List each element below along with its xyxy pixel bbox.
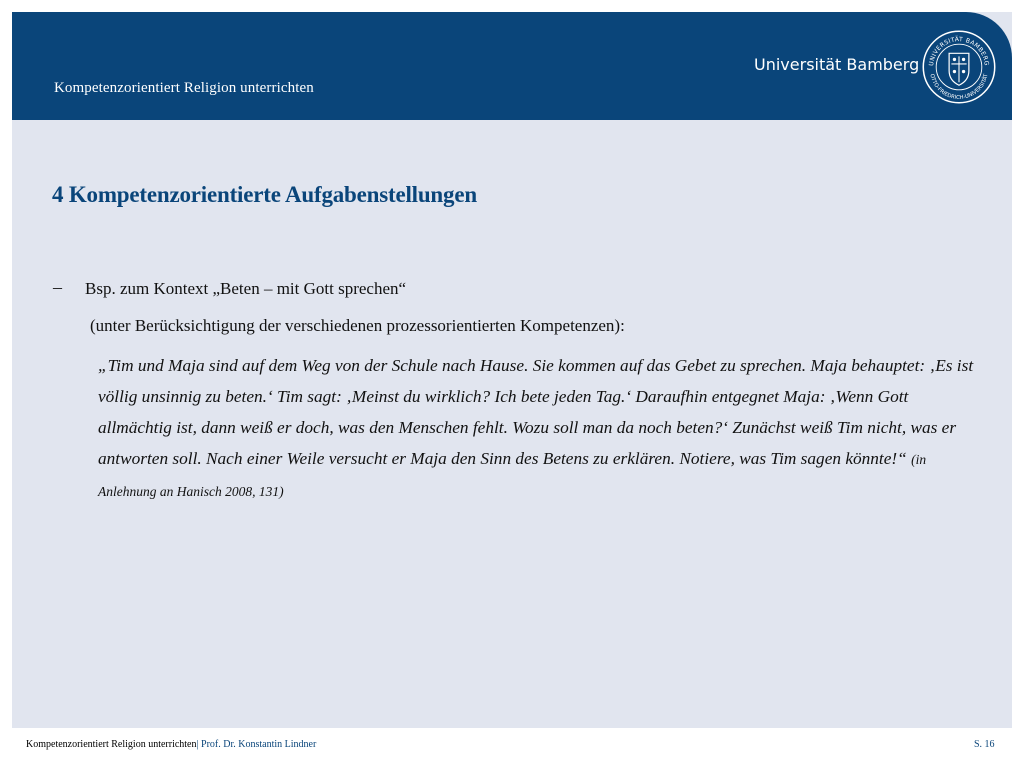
university-name: Universität Bamberg xyxy=(754,55,920,74)
header-subtitle: Kompetenzorientiert Religion unterrichten xyxy=(54,80,314,96)
footer-info xyxy=(26,739,316,750)
university-seal-logo xyxy=(921,29,997,105)
quote-block xyxy=(98,350,978,507)
footer-author: Prof. Dr. Konstantin Lindner xyxy=(201,739,317,750)
slide-title: 4 Kompetenzorientierte Aufgabenstellungen xyxy=(52,182,477,207)
footer-course: Kompetenzorientiert Religion unterrichten xyxy=(26,739,197,750)
quote-text: „Tim und Maja sind auf dem Weg von der Schule nach Hause. Sie kommen auf das Gebet zu sprechen. Maja behauptet: ‚Es ist völlig unsinnig zu beten.‘ Tim sagt: ‚Meinst du wirklich? Ich bete jeden Tag.‘ Daraufhin entgegnet Maja: ‚Wenn Gott allmächtig ist, dann weiß er doch, was den Menschen fehlt. Wozu soll man da noch beten?‘ Zunächst weiß Tim nicht, was er antworten soll. Nach einer Weile versucht er Maja den Sinn des Betens zu erklären. Notiere, was Tim sagen könnte!“ xyxy=(98,356,974,468)
seal-text-bottom: OTTO-FRIEDRICH-UNIVERSITÄT xyxy=(928,73,990,101)
page-number: S. 16 xyxy=(974,739,995,750)
seal-text-top: UNIVERSITÄT BAMBERG xyxy=(928,36,990,67)
bullet-marker: – xyxy=(53,277,62,297)
bullet-text: Bsp. zum Kontext „Beten – mit Gott sprechen“ xyxy=(85,279,407,298)
footer-separator: | xyxy=(196,739,202,750)
bullet-subline: (unter Berücksichtigung der verschiedenen prozessorientierten Kompetenzen): xyxy=(90,316,625,335)
quote-source: (in Anlehnung an Hanisch 2008, 131) xyxy=(98,452,927,499)
